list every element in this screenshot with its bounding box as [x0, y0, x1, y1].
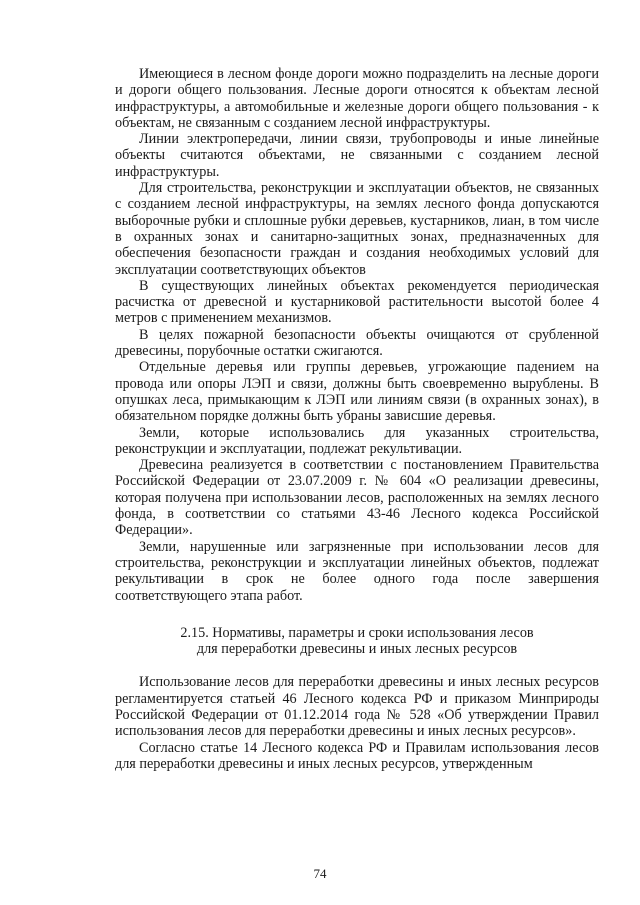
- document-body: [115, 66, 599, 772]
- paragraph-clearing: В существующих линейных объектах рекомендуется периодическая расчистка от древесной и кустарниковой растительности высотой более 4 метров с применением механизмов.: [115, 277, 599, 327]
- paragraph-fire-safety: В целях пожарной безопасности объекты очищаются от срубленной древесины, порубочные остатки сжигаются.: [115, 326, 599, 360]
- paragraph-construction-felling: Для строительства, реконструкции и эксплуатации объектов, не связанных с созданием лесной инфраструктуры, на землях лесного фонда допускаются выборочные рубки и сплошные рубки деревьев, кустарников, лиан, в том числе в охранных зонах и санитарно-защитных зонах, предназначенных для обеспечения безопасности граждан и создания необходимых условий для эксплуатации соответствующих объектов: [115, 180, 599, 278]
- paragraph-regulation: Использование лесов для переработки древесины и иных лесных ресурсов регламентируется статьей 46 Лесного кодекса РФ и приказом Минприроды Российской Федерации от 01.12.2014 года № 528 «Об утверждении Правил использования лесов для переработки древесины и иных лесных ресурсов».: [115, 674, 599, 740]
- paragraph-timber-sale: Древесина реализуется в соответствии с постановлением Правительства Российской Федерации от 23.07.2009 г. № 604 «О реализации древесины, которая получена при использовании лесов, расположенных на землях лесного фонда, в соответствии со статьями 43-46 Лесного кодекса Российской Федерации».: [115, 457, 599, 539]
- paragraph-article-14: Согласно статье 14 Лесного кодекса РФ и Правилам использования лесов для переработки древесины и иных лесных ресурсов, утвержденным: [115, 739, 599, 772]
- section-heading-line-2: для переработки древесины и иных лесных ресурсов: [196, 641, 518, 658]
- page-number: 74: [313, 866, 327, 881]
- paragraph-roads: Имеющиеся в лесном фонде дороги можно подразделить на лесные дороги и дороги общего пользования. Лесные дороги относятся к объектам лесной инфраструктуры, а автомобильные и железные дороги общего пользования - к объектам, не связанным с созданием лесной инфраструктуры.: [115, 66, 599, 131]
- paragraph-disturbed-lands: Земли, нарушенные или загрязненные при использовании лесов для строительства, реконструкции и эксплуатации линейных объектов, подлежат рекультивации в срок не более одного года после завершения соответствующего этапа работ.: [115, 538, 599, 604]
- paragraph-hazard-trees: Отдельные деревья или группы деревьев, угрожающие падением на провода или опоры ЛЭП и связи, должны быть своевременно вырублены. В опушках леса, примыкающим к ЛЭП или линиям связи (в охранных зонах), в обязательном порядке должны быть убраны зависшие деревья.: [115, 359, 599, 425]
- section-heading: [115, 625, 599, 658]
- section-heading-line-1: 2.15. Нормативы, параметры и сроки использования лесов: [180, 624, 534, 641]
- paragraph-linear-objects: Линии электропередачи, линии связи, трубопроводы и иные линейные объекты считаются объектами, не связанными с созданием лесной инфраструктуры.: [115, 131, 599, 180]
- paragraph-recultivation: Земли, которые использовались для указанных строительства, реконструкции и эксплуатации, подлежат рекультивации.: [115, 424, 599, 457]
